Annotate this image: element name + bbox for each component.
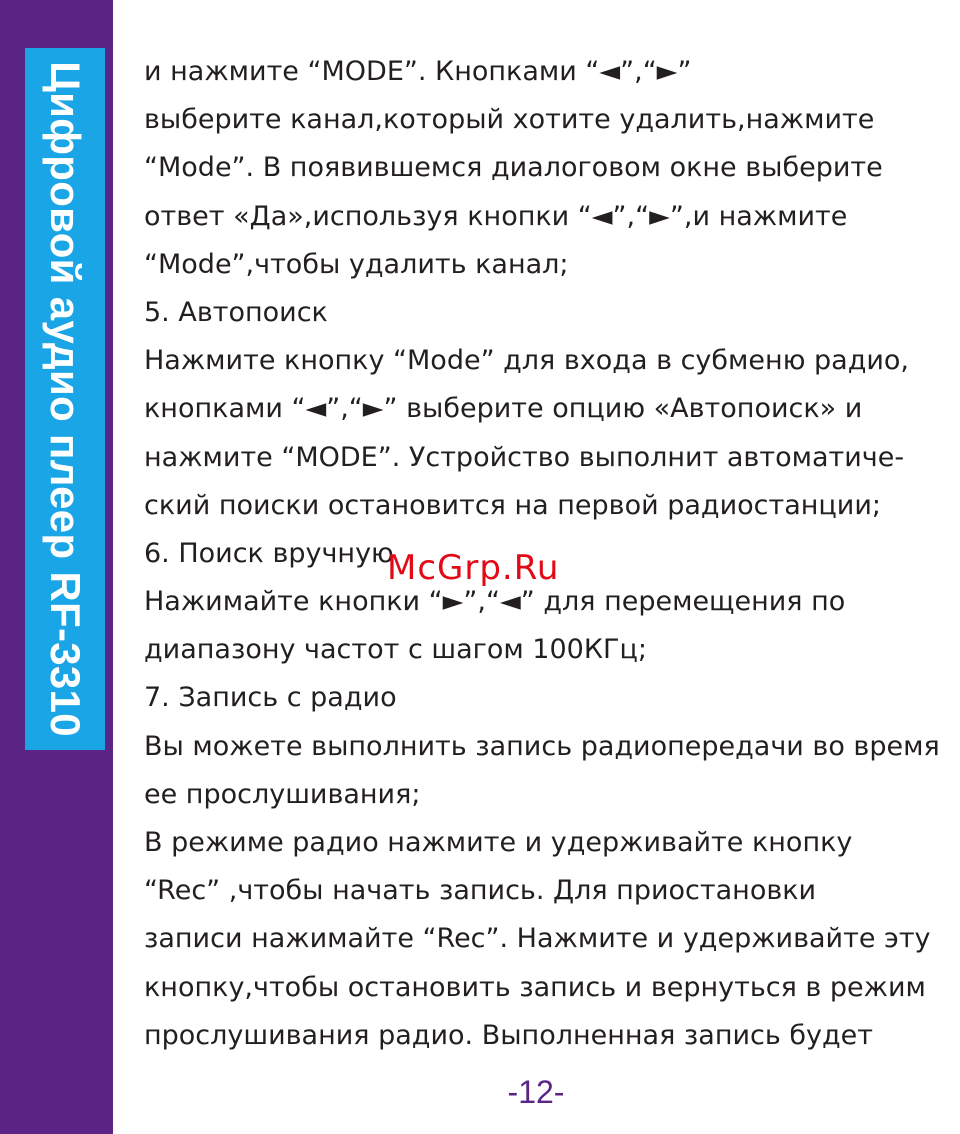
text-line: диапазону частот с шагом 100КГц; — [144, 634, 647, 666]
text-line: Нажимайте кнопки “►”,“◄” для перемещения по — [144, 586, 846, 618]
text-line: выберите канал,который хотите удалить,нажмите — [144, 104, 875, 136]
text-line: прослушивания радио. Выполненная запись будет — [144, 1019, 873, 1051]
text-line: кнопку,чтобы остановить запись и вернуться в режим — [144, 971, 926, 1003]
section-heading-autosearch: 5. Автопоиск — [144, 296, 328, 328]
sidebar-title: Цифровой аудио плеер RF-3310 — [42, 61, 89, 737]
text-line: кнопками “◄”,“►” выберите опцию «Автопоиск» и — [144, 393, 863, 425]
text-line: В режиме радио нажмите и удерживайте кнопку — [144, 827, 853, 858]
text-line: “Rec” ,чтобы начать запись. Для приостановки — [144, 875, 817, 907]
text-line: и нажмите “MODE”. Кнопками “◄”,“►” — [144, 56, 692, 87]
section-heading-manual-search: 6. Поиск вручную — [144, 537, 394, 569]
text-line: ский поиски остановится на первой радиостанции; — [144, 489, 882, 521]
text-line: “Mode”. В появившемся диалоговом окне выберите — [144, 152, 883, 184]
text-line: нажмите “MODE”. Устройство выполнит автоматиче- — [144, 441, 905, 473]
text-line: ее прослушивания; — [144, 778, 421, 810]
sidebar — [0, 0, 113, 1134]
text-line: ответ «Да»,используя кнопки “◄”,“►”,и нажмите — [144, 200, 848, 232]
watermark: McGrp.Ru — [387, 548, 560, 588]
text-line: Нажмите кнопку “Mode” для входа в субменю радио, — [144, 345, 910, 377]
section-heading-radio-recording: 7. Запись с радио — [144, 682, 397, 714]
text-line: Вы можете выполнить запись радиопередачи во время — [144, 730, 940, 762]
page-number: -12- — [507, 1074, 565, 1110]
text-line: записи нажимайте “Rec”. Нажмите и удерживайте эту — [144, 923, 931, 955]
text-line: “Mode”,чтобы удалить канал; — [144, 248, 569, 280]
